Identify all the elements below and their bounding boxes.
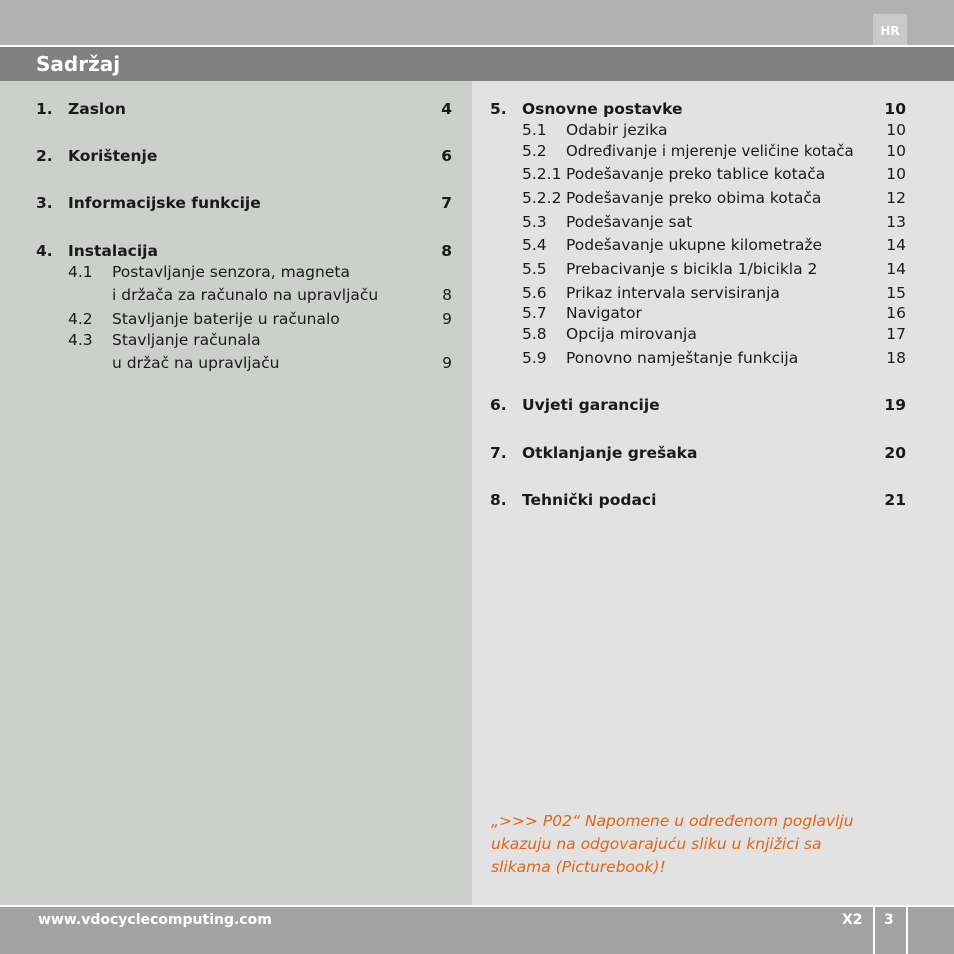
toc-entry-1-label: Zaslon (68, 100, 126, 118)
note-line-1: „>>> P02“ Napomene u određenom poglavlju (491, 812, 854, 830)
toc-entry-5-4-num: 5.4 (522, 236, 547, 254)
toc-entry-3-label: Informacijske funkcije (68, 194, 261, 212)
model-name: X2 (842, 912, 863, 928)
toc-entry-5-page: 10 (884, 100, 906, 118)
header-band (0, 0, 954, 45)
toc-entry-4-num: 4. (36, 242, 53, 260)
toc-entry-6-label: Uvjeti garancije (522, 396, 660, 414)
toc-entry-5-6-num: 5.6 (522, 284, 547, 302)
toc-entry-5-2-1-label: Podešavanje preko tablice kotača (566, 165, 826, 183)
toc-entry-3-page: 7 (441, 194, 452, 212)
toc-entry-5-2-2-label: Podešavanje preko obima kotača (566, 189, 822, 207)
toc-entry-5-5-page: 14 (886, 260, 906, 278)
toc-entry-4-1-num: 4.1 (68, 263, 93, 281)
toc-entry-5-3-page: 13 (886, 213, 906, 231)
title-bar (0, 47, 954, 81)
toc-entry-2-page: 6 (441, 147, 452, 165)
toc-entry-4-label: Instalacija (68, 242, 158, 260)
toc-entry-5-3-label: Podešavanje sat (566, 213, 693, 231)
toc-entry-5-2-2-num: 5.2.2 (522, 189, 562, 207)
toc-entry-5-2-page: 10 (886, 142, 906, 160)
toc-entry-8-label: Tehnički podaci (522, 491, 657, 509)
toc-entry-5-label: Osnovne postavke (522, 100, 683, 118)
toc-entry-4-1-page: 8 (442, 286, 452, 304)
toc-entry-2-label: Korištenje (68, 147, 158, 165)
toc-entry-4-3-page: 9 (442, 354, 452, 372)
toc-entry-5-6-page: 15 (886, 284, 906, 302)
toc-entry-5-2-1-page: 10 (886, 165, 906, 183)
toc-entry-4-1-label: Postavljanje senzora, magneta (112, 263, 350, 281)
toc-entry-4-3-label: Stavljanje računala (112, 331, 261, 349)
page-title: Sadržaj (36, 52, 121, 76)
toc-entry-5-2-num: 5.2 (522, 142, 547, 160)
toc-entry-4-3-num: 4.3 (68, 331, 93, 349)
toc-entry-5-4-label: Podešavanje ukupne kilometraže (566, 236, 823, 254)
toc-entry-5-9-page: 18 (886, 349, 906, 367)
picturebook-note (491, 810, 911, 879)
toc-entry-4-3-label-cont: u držač na upravljaču (112, 354, 280, 372)
toc-entry-5-2-2-page: 12 (886, 189, 906, 207)
toc-entry-5-1-page: 10 (886, 121, 906, 139)
toc-entry-5-1-num: 5.1 (522, 121, 547, 139)
toc-entry-5-7-page: 16 (886, 304, 906, 322)
toc-entry-5-8-label: Opcija mirovanja (566, 325, 697, 343)
toc-entry-5-8-page: 17 (886, 325, 906, 343)
toc-entry-5-4-page: 14 (886, 236, 906, 254)
toc-entry-1-num: 1. (36, 100, 53, 118)
toc-entry-5-2-1-num: 5.2.1 (522, 165, 562, 183)
toc-entry-7-label: Otklanjanje grešaka (522, 444, 698, 462)
toc-entry-8-page: 21 (884, 491, 906, 509)
toc-entry-6-page: 19 (884, 396, 906, 414)
toc-entry-5-1-label: Odabir jezika (566, 121, 668, 139)
toc-entry-4-2-page: 9 (442, 310, 452, 328)
toc-entry-4-2-label: Stavljanje baterije u računalo (112, 310, 340, 328)
footer-separator (873, 907, 875, 954)
toc-entry-4-1-label-cont: i držača za računalo na upravljaču (112, 286, 379, 304)
toc-entry-4-page: 8 (441, 242, 452, 260)
toc-entry-5-2-label: Određivanje i mjerenje veličine kotača (566, 142, 854, 160)
note-line-2: ukazuju na odgovarajuću sliku u knjižici sa (491, 835, 822, 853)
page-number: 3 (884, 912, 894, 928)
toc-entry-5-6-label: Prikaz intervala servisiranja (566, 284, 780, 302)
toc-entry-3-num: 3. (36, 194, 53, 212)
toc-entry-5-7-num: 5.7 (522, 304, 547, 322)
toc-entry-5-3-num: 5.3 (522, 213, 547, 231)
toc-entry-5-8-num: 5.8 (522, 325, 547, 343)
toc-entry-2-num: 2. (36, 147, 53, 165)
toc-entry-8-num: 8. (490, 491, 507, 509)
toc-entry-5-num: 5. (490, 100, 507, 118)
toc-entry-1-page: 4 (441, 100, 452, 118)
toc-entry-6-num: 6. (490, 396, 507, 414)
toc-entry-7-page: 20 (884, 444, 906, 462)
note-line-3: slikama (Picturebook)! (491, 858, 666, 876)
toc-entry-5-7-label: Navigator (566, 304, 642, 322)
website-link[interactable]: www.vdocyclecomputing.com (38, 912, 272, 928)
toc-entry-5-9-num: 5.9 (522, 349, 547, 367)
toc-entry-5-5-label: Prebacivanje s bicikla 1/bicikla 2 (566, 260, 818, 278)
toc-entry-7-num: 7. (490, 444, 507, 462)
footer-separator (906, 907, 908, 954)
toc-entry-5-9-label: Ponovno namještanje funkcija (566, 349, 799, 367)
language-badge: HR (873, 14, 907, 45)
toc-entry-4-2-num: 4.2 (68, 310, 93, 328)
toc-entry-5-5-num: 5.5 (522, 260, 547, 278)
